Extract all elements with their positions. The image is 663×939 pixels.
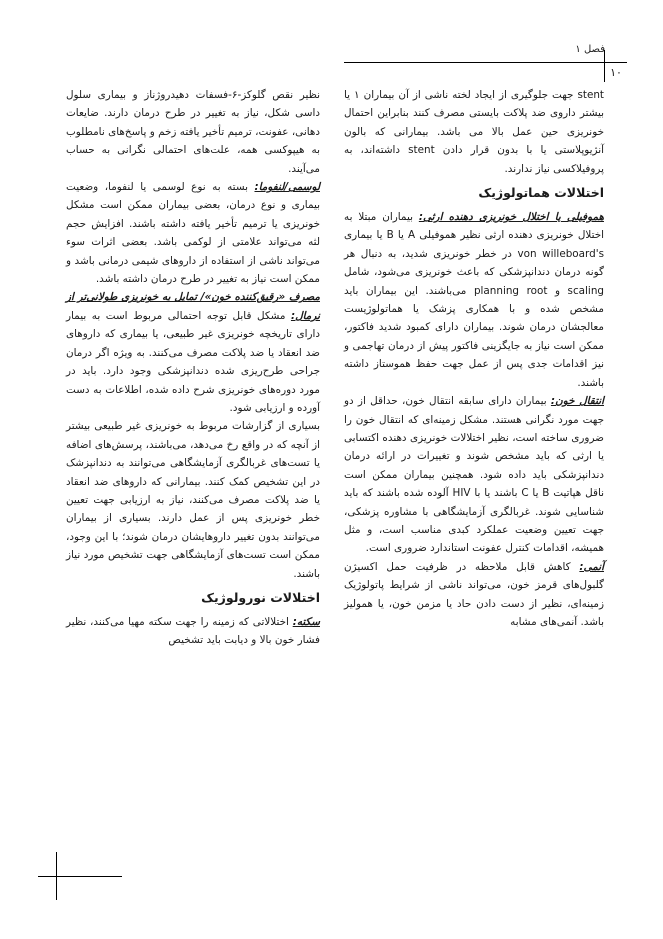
hemophilia-paragraph — [344, 208, 604, 392]
chapter-label: فصل ۱ — [575, 44, 605, 55]
footer-rule — [38, 876, 122, 877]
anticoagulant-term: مصرف «رقیق‌کننده خون»/ تمایل به خونریزی طولانی‌تر از نرمال: — [66, 291, 320, 322]
anticoagulant-text: مشکل قابل توجه احتمالی مربوط است به بیمار دارای تاریخچه خونریزی غیر طبیعی، یا بیماری که داروهای ضد انعقاد یا ضد پلاکت مصرف می‌کنند. به ویژه اگر درمان جراحی طرح‌ریزی شده دندانپزشکی وجود دارد. باید در مورد دوره‌های خونریزی شرح داده شده، اطلاعات به دست آورده و ارزیابی شود. — [66, 309, 320, 414]
transfusion-term: انتقال خون: — [550, 395, 604, 408]
stroke-paragraph — [66, 613, 320, 650]
leukemia-paragraph — [66, 178, 320, 288]
intro-paragraph: stent جهت جلوگیری از ایجاد لخته ناشی از آن بیماران ۱ یا بیشتر داروی ضد پلاکت بایستی مصرف کنند بنابراین احتمال خونریزی حین عمل بالا می باشد. بیمارانی که بالون آنژیوپلاستی یا با بدون قرار دادن stent داشته‌اند، به پروفیلاکسی نیاز ندارند. — [344, 89, 604, 175]
transfusion-paragraph — [344, 392, 604, 558]
section-heading-hematology: اختلالات هماتولوژیک — [478, 185, 604, 201]
stroke-term: سکته: — [292, 615, 320, 628]
continued-paragraph: نظیر نقص گلوکز-۶-فسفات دهیدروژناز و بیماری سلول داسی شکل، نیاز به تغییر در طرح درمان دارند. ضایعات دهانی، عفونت، ترمیم تأخیر یافته زخم و پاسخ‌های نامطلوب به هیپوکسی همه، علت‌های احتمالی نگرانی به حساب می‌آیند. — [66, 89, 320, 175]
page-number: ۱۰ — [610, 66, 622, 79]
section-heading-neurology: اختلالات نورولوژیک — [201, 589, 320, 605]
header-rule — [344, 62, 627, 63]
leukemia-term: لوسمی/لنفوما: — [254, 181, 320, 194]
right-column — [344, 86, 604, 631]
transfusion-text: بیماران دارای سابقه انتقال خون، حداقل از دو جهت مورد نگرانی هستند. مشکل زمینه‌ای که انتقال خون را ضروری ساخته است، نظیر اختلالات خونریزی دهنده اکتسابی یا ارثی که باید مشخص شوند و تغییرات در ارائه درمان دندانپزشکی باید داده شود. همچنین بیماران ممکن است ناقل هپاتیت B یا C باشند یا با HIV آلوده شده باشند که باید شناسایی شوند. غربالگری آزمایشگاهی با مشاوره پزشکی، جهت تعیین وضعیت عملکرد کبدی مناسب است، و مثل همیشه، اقدامات کنترل عفونت استاندارد ضروری است. — [344, 395, 604, 555]
anemia-paragraph — [344, 558, 604, 632]
anemia-term: آنمی: — [579, 560, 604, 573]
hemophilia-term: هموفیلی یا اختلال خونریزی دهنده ارثی: — [418, 211, 604, 224]
bleeding-reports-paragraph: بسیاری از گزارشات مربوط به خونریزی غیر طبیعی بیشتر از آنچه که در واقع رخ می‌دهد، می‌باشند، پرسش‌های اضافه یا تست‌های غربالگری آزمایشگاهی می‌توانند به دندانپزشک در این تشخیص کمک کنند. بیمارانی که داروهای ضد انعقاد یا ضد پلاکت مصرف می‌کنند، نیاز به ارزیابی جهت تعیین خطر خونریزی پس از عمل دارند. بسیاری از بیماران می‌توانند بدون تغییر داروهایشان درمان شوند؛ با این وجود، ممکن است تست‌های آزمایشگاهی جهت تشخیص مورد نیاز باشند. — [66, 420, 320, 580]
leukemia-text: بسته به نوع لوسمی یا لنفوما، وضعیت بیماری و نوع درمان، بعضی بیماران ممکن است مشکل خونریزی یا ترمیم تأخیر یافته داشته باشند. افزایش حجم لثه می‌تواند علامتی از لوکمی باشد. بعضی اثرات سوء می‌تواند ناشی از استفاده از داروهای شیمی درمانی باشد و ممکن است نیاز به تغییر در طرح درمان داشته باشد. — [66, 181, 320, 286]
left-column — [66, 86, 320, 650]
hemophilia-text: بیماران مبتلا به اختلال خونریزی دهنده ارثی نظیر هموفیلی A یا B یا بیماری von willeboard's در خطر خونریزی شدید، به دنبال هر گونه درمان دندانپزشکی که باعث خونریزی می‌شود، شامل scaling و planning root می‌باشند. این بیماران باید مشخص شده و با همکاری پزشک یا هماتولوژیست معالجشان درمان شوند. بیماران دارای کمبود شدید فاکتور، ممکن است نیاز به جایگزینی فاکتور پیش از درمان تهاجمی و نیز اقدامات جدی پس از عمل جهت حفظ هموستاز داشته باشند. — [344, 211, 605, 389]
footer-vertical-rule — [56, 852, 57, 900]
anticoagulant-paragraph — [66, 288, 320, 417]
stroke-text: اختلالاتی که زمینه را جهت سکته مهیا می‌کنند، نظیر فشار خون بالا و دیابت باید تشخیص — [66, 615, 320, 647]
anemia-text: کاهش قابل ملاحظه در ظرفیت حمل اکسیژن گلبول‌های قرمز خون، می‌تواند ناشی از شرایط پاتولوژیک زمینه‌ای، نظیر از دست دادن حاد یا مزمن خون، یا هموليز باشد. آنمی‌های مشابه — [344, 560, 604, 628]
